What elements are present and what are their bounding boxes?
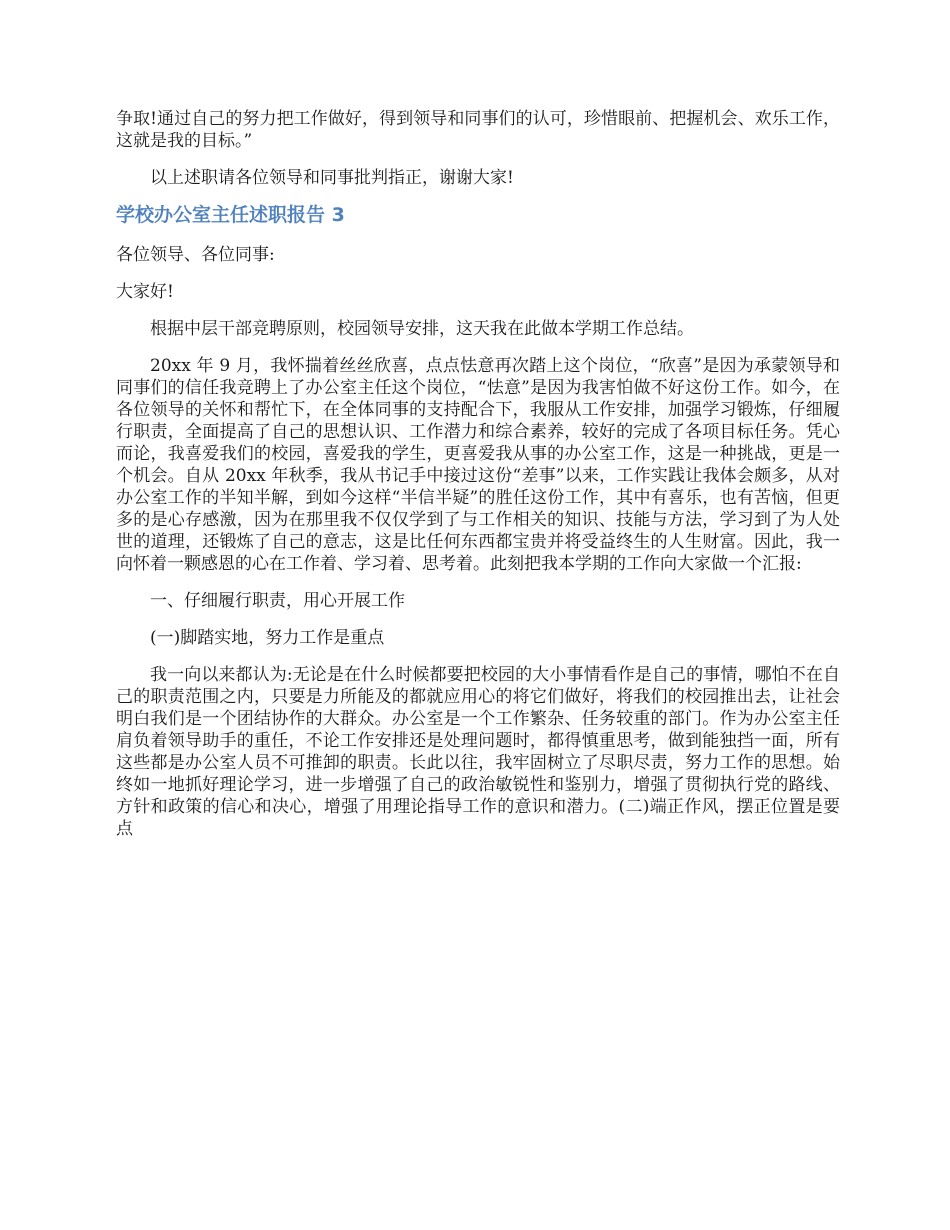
body-paragraph-2: 我一向以来都认为:无论是在什么时候都要把校园的大小事情看作是自己的事情，哪怕不在自己的职责范围之内，只要是力所能及的都就应用心的将它们做好，将我们的校园推出去，让社会明白我们是一个团结协作的大群众。办公室是一个工作繁杂、任务较重的部门。作为办公室主任肩负着领导助手的重任，不论工作安排还是处理问题时，都得慎重思考，做到能独挡一面，所有这些都是办公室人员不可推卸的职责。长此以往，我牢固树立了尽职尽责，努力工作的思想。始终如一地抓好理论学习，进一步增强了自己的政治敏锐性和鉴别力，增强了贯彻执行党的路线、方针和政策的信心和决心，增强了用理论指导工作的意识和潜力。(二)端正作风，摆正位置是要点 [116, 665, 840, 839]
subheading-1: 一、仔细履行职责，用心开展工作 [150, 591, 405, 611]
intro-paragraph: 根据中层干部竞聘原则，校园领导安排，这天我在此做本学期工作总结。 [150, 319, 694, 339]
closing-paragraph: 以上述职请各位领导和同事批判指正，谢谢大家! [150, 168, 514, 188]
continuation-paragraph: 争取!通过自己的努力把工作做好，得到领导和同事们的认可，珍惜眼前、把握机会、欢乐工作，这就是我的目标。” [116, 109, 840, 151]
section-heading: 学校办公室主任述职报告 3 [116, 204, 345, 226]
document-body [116, 108, 840, 855]
body-paragraph-1: 20xx 年 9 月，我怀揣着丝丝欣喜，点点怯意再次踏上这个岗位，“欣喜”是因为承蒙领导和同事们的信任我竞聘上了办公室主任这个岗位，“怯意”是因为我害怕做不好这份工作。如今，在各位领导的关怀和帮忙下，在全体同事的支持配合下，我服从工作安排，加强学习锻炼，仔细履行职责，全面提高了自己的思想认识、工作潜力和综合素养，较好的完成了各项目标任务。凭心而论，我喜爱我们的校园，喜爱我的学生，更喜爱我从事的办公室工作，这是一种挑战，更是一个机会。自从 20xx 年秋季，我从书记手中接过这份“差事”以来，工作实践让我体会颇多，从对办公室工作的半知半解，到如今这样“半信半疑”的胜任这份工作，其中有喜乐，也有苦恼，但更多的是心存感激，因为在那里我不仅仅学到了与工作相关的知识、技能与方法，学习到了为人处世的道理，还锻炼了自己的意志，这是比任何东西都宝贵并将受益终生的人生财富。因此，我一向怀着一颗感恩的心在工作着、学习着、思考着。此刻把我本学期的工作向大家做一个汇报: [116, 356, 840, 574]
subheading-1-1: (一)脚踏实地，努力工作是重点 [150, 628, 385, 648]
salutation: 各位领导、各位同事: [116, 245, 275, 265]
greeting: 大家好! [116, 282, 174, 302]
